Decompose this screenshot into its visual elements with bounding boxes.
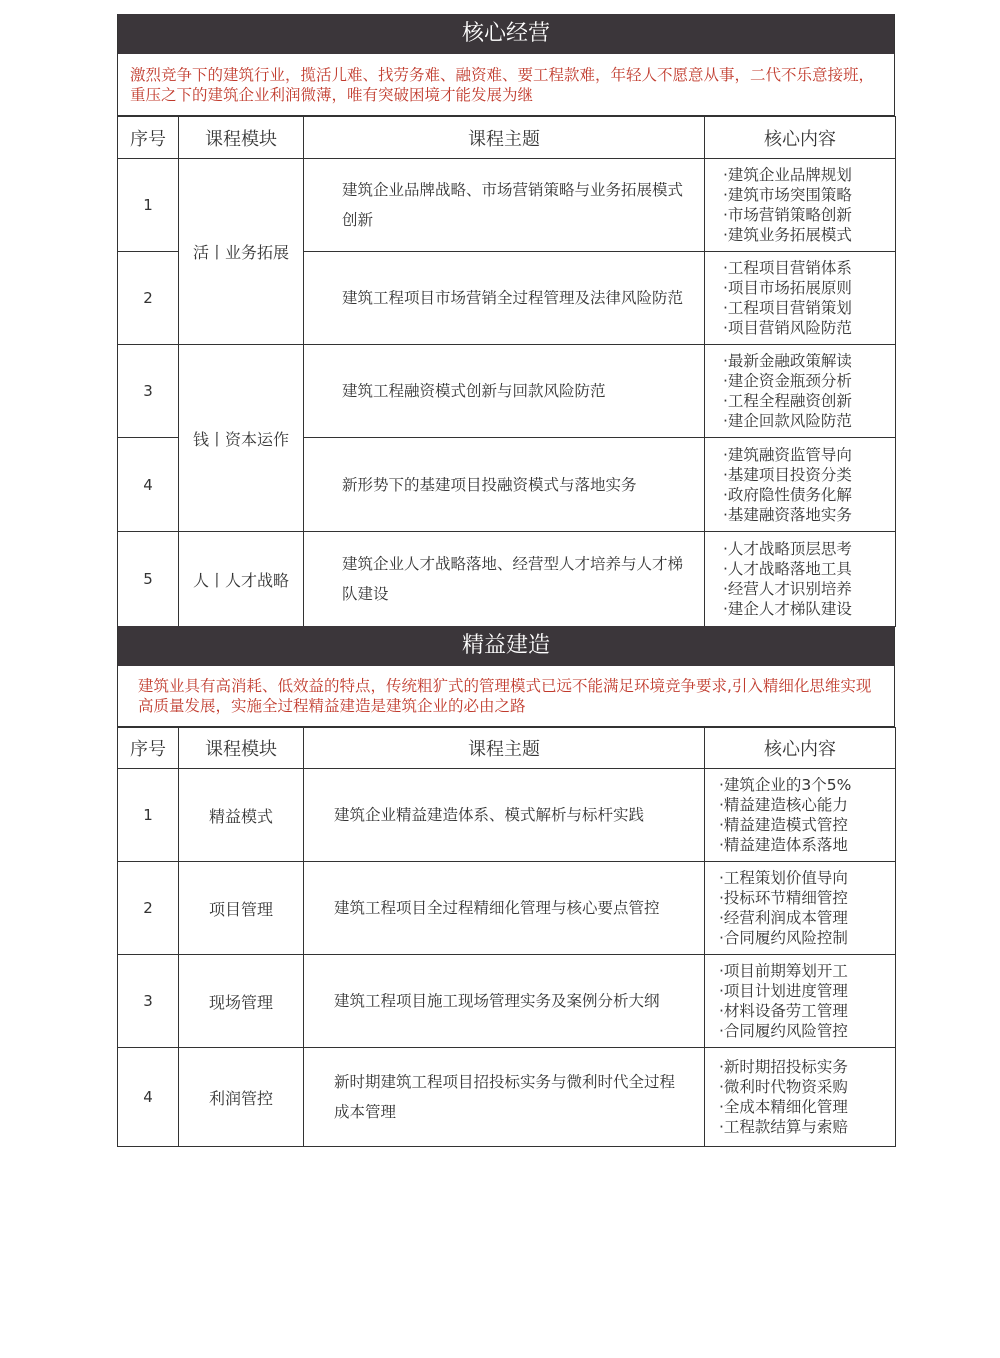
core-item: ·建企回款风险防范 [723,412,852,430]
row-module: 人丨人才战略 [179,532,304,627]
core-item: ·基建融资落地实务 [723,505,852,524]
core-item: ·合同履约风险管控 [719,1022,848,1040]
core-item: ·投标环节精细管控 [719,889,848,907]
section-title: 精益建造 [117,626,895,666]
header-topic: 课程主题 [304,728,705,769]
core-item: ·建企资金瓶颈分析 [723,372,852,390]
section-intro [117,54,895,116]
header-topic: 课程主题 [304,117,705,159]
core-item: ·工程款结算与索赔 [719,1118,848,1136]
header-module: 课程模块 [179,117,304,159]
core-item: ·市场营销策略创新 [723,206,852,224]
row-topic: 建筑工程融资模式创新与回款风险防范 [304,345,705,438]
core-item: ·新时期招投标实务 [719,1058,848,1076]
row-module: 现场管理 [179,955,304,1048]
core-item: ·人才战略顶层思考 [723,540,852,558]
core-item: ·建筑业务拓展模式 [723,226,852,244]
row-number: 1 [118,769,179,862]
core-item: ·建企人才梯队建设 [723,600,852,618]
header-number: 序号 [118,728,179,769]
row-core [705,1048,896,1147]
row-number: 4 [118,1048,179,1147]
row-module: 精益模式 [179,769,304,862]
section-intro [117,666,895,727]
row-topic: 建筑企业人才战略落地、经营型人才培养与人才梯队建设 [304,532,705,627]
table-row [118,345,896,438]
core-item: ·建筑企业的3个5% [719,776,852,794]
core-item: ·工程项目营销体系 [723,259,852,277]
header-core: 核心内容 [705,728,896,769]
core-item: ·建筑融资监管导向 [723,445,852,464]
core-item: ·工程全程融资创新 [723,392,852,410]
core-item: ·精益建造体系落地 [719,836,848,854]
table-row [118,862,896,955]
row-module: 利润管控 [179,1048,304,1147]
table-row [118,159,896,252]
header-module: 课程模块 [179,728,304,769]
core-item: ·微利时代物资采购 [719,1078,848,1096]
table-header-row [118,117,896,159]
core-item: ·建筑市场突围策略 [723,186,852,204]
table-row [118,955,896,1048]
row-core [705,159,896,252]
row-number: 1 [118,159,179,252]
row-number: 3 [118,345,179,438]
row-core [705,532,896,627]
row-module: 钱丨资本运作 [179,345,304,532]
intro-text: 激烈竞争下的建筑行业，揽活儿难、找劳务难、融资难、要工程款难，年轻人不愿意从事，二代不乐意接班，重压之下的建筑企业利润微薄，唯有突破困境才能发展为继 [130,65,875,104]
row-topic: 新形势下的基建项目投融资模式与落地实务 [304,438,705,532]
core-item: ·项目前期筹划开工 [719,962,848,980]
row-core [705,438,896,532]
row-topic: 建筑工程项目市场营销全过程管理及法律风险防范 [304,252,705,345]
course-table [117,727,896,1147]
row-topic: 建筑企业精益建造体系、模式解析与标杆实践 [304,769,705,862]
row-module: 活丨业务拓展 [179,159,304,345]
core-item: ·经营利润成本管理 [719,909,848,927]
core-item: ·工程项目营销策划 [723,299,852,317]
course-table [117,116,896,627]
table-row [118,769,896,862]
core-item: ·精益建造核心能力 [719,796,848,814]
header-number: 序号 [118,117,179,159]
table-row [118,532,896,627]
row-core [705,862,896,955]
row-topic: 建筑工程项目施工现场管理实务及案例分析大纲 [304,955,705,1048]
core-item: ·项目计划进度管理 [719,982,848,1000]
core-item: ·材料设备劳工管理 [719,1002,848,1020]
table-row [118,1048,896,1147]
core-item: ·合同履约风险控制 [719,929,848,947]
core-item: ·政府隐性债务化解 [723,485,852,504]
row-core [705,345,896,438]
row-number: 2 [118,252,179,345]
row-core [705,769,896,862]
row-topic: 建筑企业品牌战略、市场营销策略与业务拓展模式创新 [304,159,705,252]
row-topic: 新时期建筑工程项目招投标实务与微利时代全过程成本管理 [304,1048,705,1147]
intro-text: 建筑业具有高消耗、低效益的特点，传统粗犷式的管理模式已远不能满足环境竞争要求,引入精细化思维实现 高质量发展，实施全过程精益建造是建筑企业的必由之路 [138,677,872,715]
core-item: ·基建项目投资分类 [723,465,852,484]
row-module: 项目管理 [179,862,304,955]
core-item: ·人才战略落地工具 [723,560,852,578]
row-core [705,252,896,345]
core-item: ·项目营销风险防范 [723,319,852,337]
row-number: 5 [118,532,179,627]
core-item: ·经营人才识别培养 [723,580,852,598]
header-core: 核心内容 [705,117,896,159]
row-topic: 建筑工程项目全过程精细化管理与核心要点管控 [304,862,705,955]
core-item: ·最新金融政策解读 [723,352,852,370]
core-item: ·精益建造模式管控 [719,816,848,834]
row-number: 4 [118,438,179,532]
core-item: ·建筑企业品牌规划 [723,166,852,184]
section-title: 核心经营 [117,14,895,54]
row-core [705,955,896,1048]
core-item: ·工程策划价值导向 [719,869,848,887]
table-header-row [118,728,896,769]
core-item: ·项目市场拓展原则 [723,279,852,297]
core-item: ·全成本精细化管理 [719,1098,848,1116]
row-number: 3 [118,955,179,1048]
row-number: 2 [118,862,179,955]
